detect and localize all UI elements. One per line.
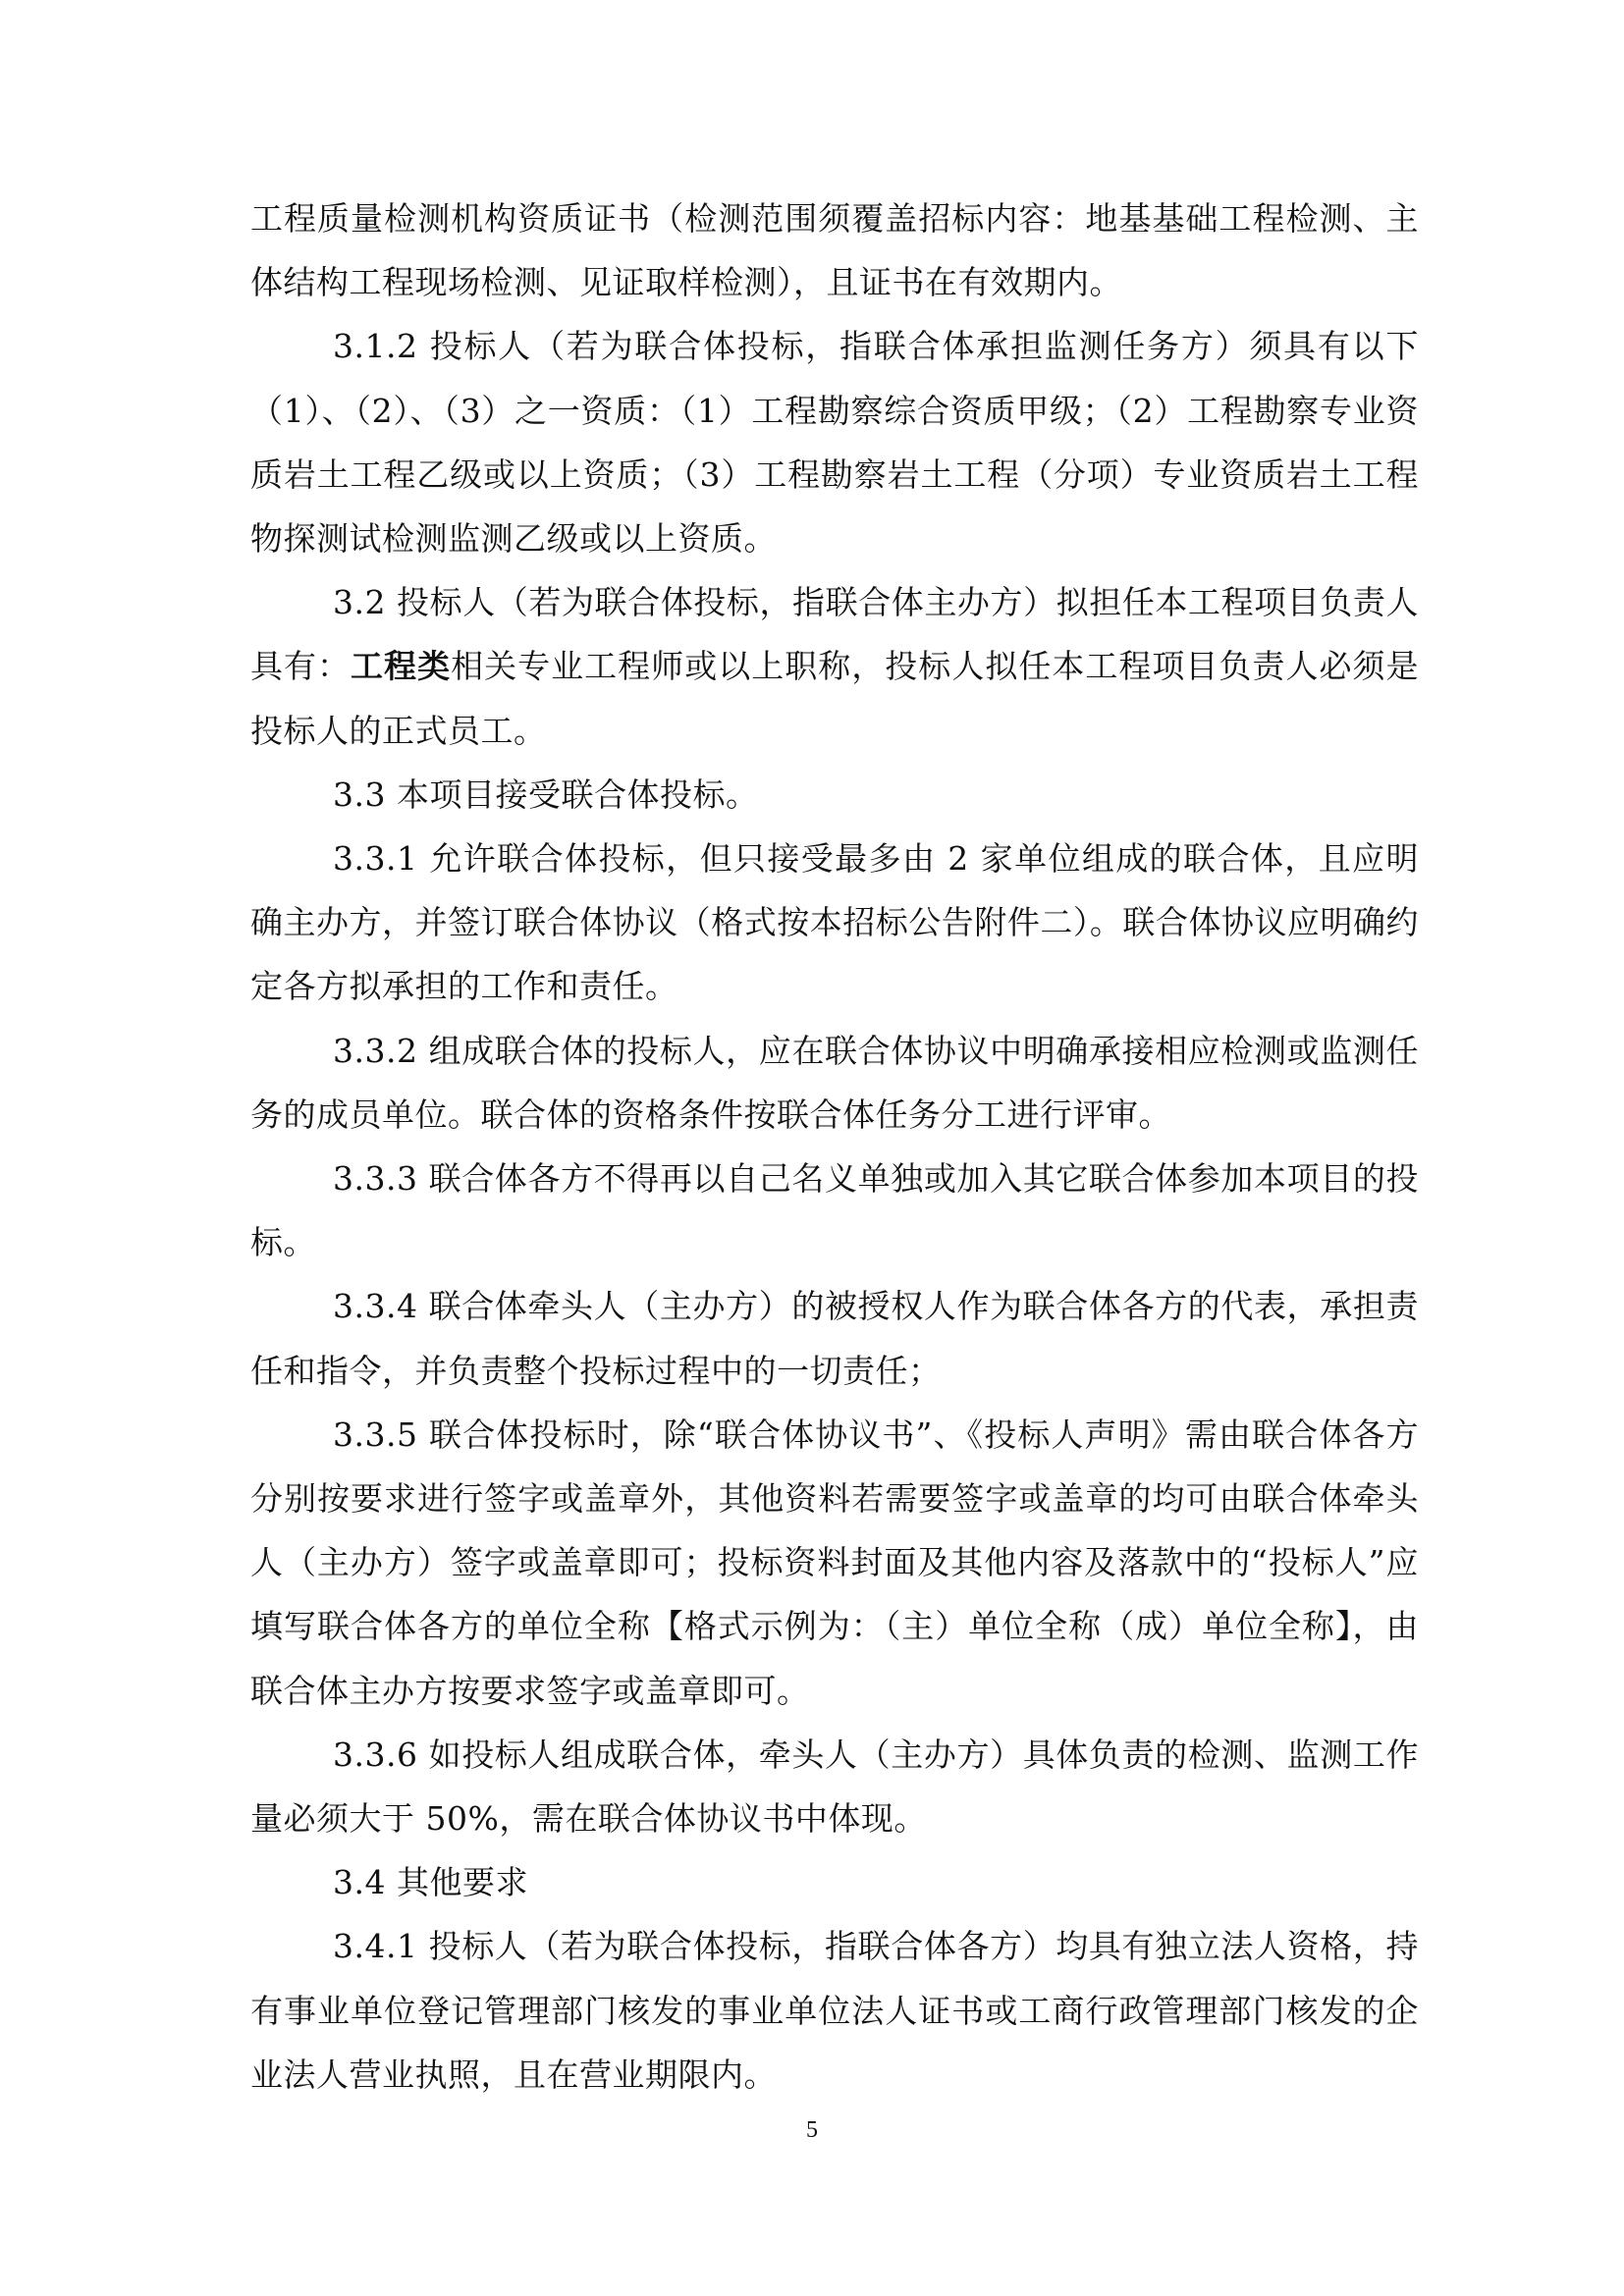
- page-number: 5: [806, 2117, 818, 2143]
- paragraph-3-3-6: 3.3.6 如投标人组成联合体，牵头人（主办方）具体负责的检测、监测工作量必须大于 50%，需在联合体协议书中体现。: [250, 1735, 1419, 1839]
- paragraph-3-3: 3.3 本项目接受联合体投标。: [333, 774, 759, 814]
- paragraph-3-2: [250, 570, 1419, 763]
- paragraph-3-3-4: 3.3.4 联合体牵头人（主办方）的被授权人作为联合体各方的代表，承担责任和指令，并负责整个投标过程中的一切责任；: [250, 1287, 1419, 1390]
- paragraph-3-3-5: 3.3.5 联合体投标时，除“联合体协议书”、《投标人声明》需由联合体各方分别按要求进行签字或盖章外，其他资料若需要签字或盖章的均可由联合体牵头人（主办方）签字或盖章即可；投标资料封面及其他内容及落款中的“投标人”应填写联合体各方的单位全称【格式示例为：（主）单位全称（成）单位全称】，由联合体主办方按要求签字或盖章即可。: [250, 1415, 1419, 1710]
- paragraph-3-3-1: 3.3.1 允许联合体投标，但只接受最多由 2 家单位组成的联合体，且应明确主办方，并签订联合体协议（格式按本招标公告附件二）。联合体协议应明确约定各方拟承担的工作和责任。: [250, 839, 1419, 1006]
- paragraph-qualification-certificate: 工程质量检测机构资质证书（检测范围须覆盖招标内容：地基基础工程检测、主体结构工程现场检测、见证取样检测），且证书在有效期内。: [250, 199, 1419, 302]
- paragraph-3-2-text-before: 3.2 投标人（若为联合体投标，指联合体主办方）拟担任本工程项目负责人具有：: [250, 583, 1419, 686]
- paragraph-3-3-2: 3.3.2 组成联合体的投标人，应在联合体协议中明确承接相应检测或监测任务的成员单位。联合体的资格条件按联合体任务分工进行评审。: [250, 1031, 1419, 1134]
- paragraph-3-3-3: 3.3.3 联合体各方不得再以自己名义单独或加入其它联合体参加本项目的投标。: [250, 1159, 1419, 1262]
- paragraph-3-4-1: 3.4.1 投标人（若为联合体投标，指联合体各方）均具有独立法人资格，持有事业单位登记管理部门核发的事业单位法人证书或工商行政管理部门核发的企业法人营业执照，且在营业期限内。: [250, 1927, 1419, 2094]
- paragraph-3-2-text-after: 相关专业工程师或以上职称，投标人拟任本工程项目负责人必须是投标人的正式员工。: [250, 647, 1420, 750]
- paragraph-3-2-bold-text: 工程类: [351, 647, 452, 686]
- paragraph-3-4: 3.4 其他要求: [333, 1863, 528, 1902]
- document-body: [250, 187, 1419, 2107]
- paragraph-3-1-2: 3.1.2 投标人（若为联合体投标，指联合体承担监测任务方）须具有以下（1）、（2）、（3）之一资质：（1）工程勘察综合资质甲级；（2）工程勘察专业资质岩土工程乙级或以上资质；（3）工程勘察岩土工程（分项）专业资质岩土工程物探测试检测监测乙级或以上资质。: [250, 327, 1419, 559]
